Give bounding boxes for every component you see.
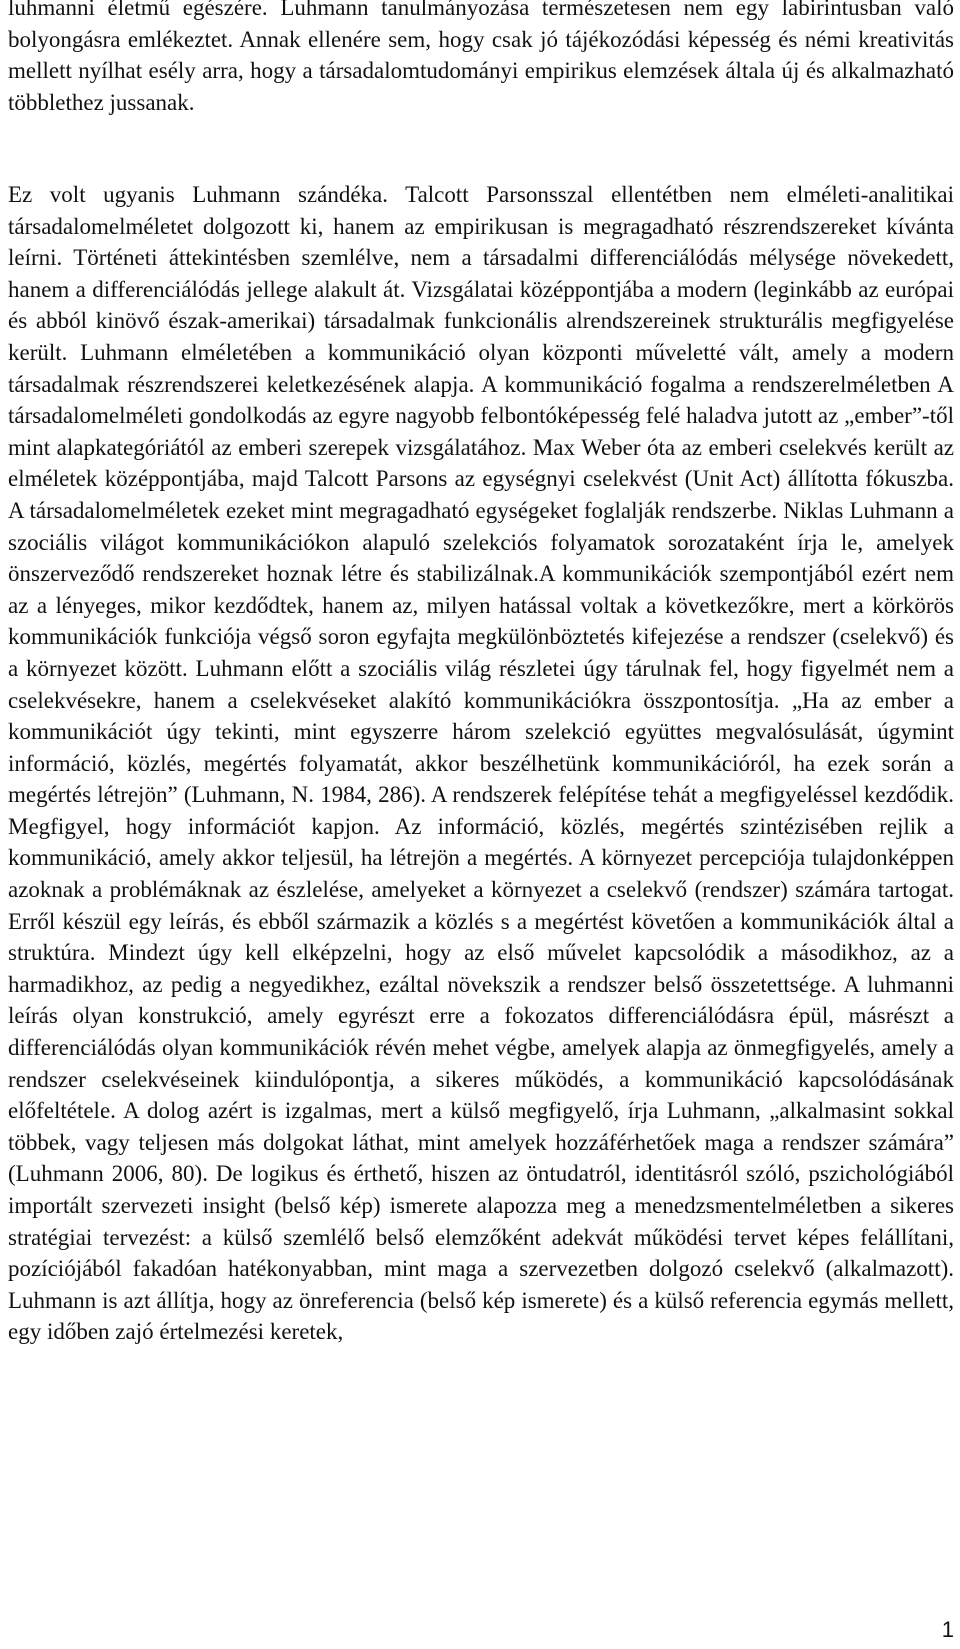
paragraph-luhmann-oeuvre: luhmanni életmű egészére. Luhmann tanulmányozása természetesen nem egy labirintusban való bolyongásra emlékeztet. Annak ellenére sem, hogy csak jó tájékozódási képesség és némi kreativitás mellett nyílhat esély arra, hogy a társadalomtudományi empirikus elemzések általa új és alkalmazható többlethez jussanak. bbox=[8, 0, 954, 115]
paragraph-luhmann-intention: Ez volt ugyanis Luhmann szándéka. Talcott Parsonsszal ellentétben nem elméleti-analitikai társadalomelméletet dolgozott ki, hanem az empirikusan is megragadható részrendszereket kívánta leírni. Történeti áttekintésben szemlélve, nem a társadalmi differenciálódás mélysége növekedett, hanem a differenciálódás jellege alakult át. Vizsgálatai középpontjába a modern (leginkább az európai és abból kinövő észak-amerikai) társadalmak funkcionális alrendszereinek strukturális megfigyelése került. Luhmann elméletében a kommunikáció olyan központi műveletté vált, amely a modern társadalmak részrendszerei keletkezésének alapja. A kommunikáció fogalma a rendszerelméletben A társadalomelméleti gondolkodás az egyre nagyobb felbontóképesség felé haladva jutott az „ember”-től mint alapkategóriától az emberi szerepek vizsgálatához. Max Weber óta az emberi cselekvés került az elméletek középpontjába, majd Talcott Parsons az egységnyi cselekvést (Unit Act) állította fókuszba. A társadalomelméletek ezeket mint megragadható egységeket foglalják rendszerbe. Niklas Luhmann a szociális világot kommunikációkon alapuló szelekciós folyamatok sorozataként írja le, amelyek önszerveződő rendszereket hoznak létre és stabilizálnak.A kommunikációk szempontjából ezért nem az a lényeges, mikor kezdődtek, hanem az, milyen hatással voltak a következőkre, mert a körkörös kommunikációk funkciója végső soron egyfajta megkülönböztetés kifejezése a rendszer (cselekvő) és a környezet között. Luhmann előtt a szociális világ részletei úgy tárulnak fel, hogy figyelmét nem a cselekvésekre, hanem a cselekvéseket alakító kommunikációkra összpontosítja. „Ha az ember a kommunikációt úgy tekinti, mint egyszerre három szelekció együttes megvalósulását, úgymint információ, közlés, megértés folyamatát, akkor beszélhetünk kommunikációról, ha ezek során a megértés létrejön” (Luhmann, N. 1984, 286). A rendszerek felépítése tehát a megfigyeléssel kezdődik. Megfigyel, hogy információt kapjon. Az információ, közlés, megértés szintézisében rejlik a kommunikáció, amely akkor teljesül, ha létrejön a megértés. A környezet percepciója tulajdonképpen azoknak a problémáknak az észlelése, amelyeket a környezet a cselekvő (rendszer) számára tartogat. Erről készül egy leírás, és ebből származik a közlés s a megértést követően a kommunikációk által a struktúra. Mindezt úgy kell elképzelni, hogy az első művelet kapcsolódik a másodikhoz, az a harmadikhoz, az pedig a negyedikhez, ezáltal növekszik a rendszer belső összetettsége. A luhmanni leírás olyan konstrukció, amely egyrészt erre a fokozatos differenciálódásra épül, másrészt a differenciálódás olyan kommunikációk révén mehet végbe, amelyek alapja az önmegfigyelés, amely a rendszer cselekvéseinek kiindulópontja, a sikeres működés, a kommunikáció kapcsolódásának előfeltétele. A dolog azért is izgalmas, mert a külső megfigyelő, írja Luhmann, „alkalmasint sokkal többek, vagy teljesen más dolgokat láthat, mint amelyek hozzáférhetőek maga a rendszer számára” (Luhmann 2006, 80). De logikus és érthető, hiszen az öntudatról, identitásról szóló, pszichológiából importált szervezeti insight (belső kép) ismerete alapozza meg a menedzsmentelméletben a sikeres stratégiai tervezést: a külső szemlélő belső elemzőként adekvát működési tervet képes felállítani, pozíciójából fakadóan hatékonyabban, mint maga a szervezetben dolgozó cselekvő (alkalmazott). Luhmann is azt állítja, hogy az önreferencia (belső kép ismerete) és a külső referencia egymás mellett, egy időben zajó értelmezési keretek, bbox=[8, 182, 954, 1345]
page-number: 1 bbox=[941, 1617, 954, 1642]
